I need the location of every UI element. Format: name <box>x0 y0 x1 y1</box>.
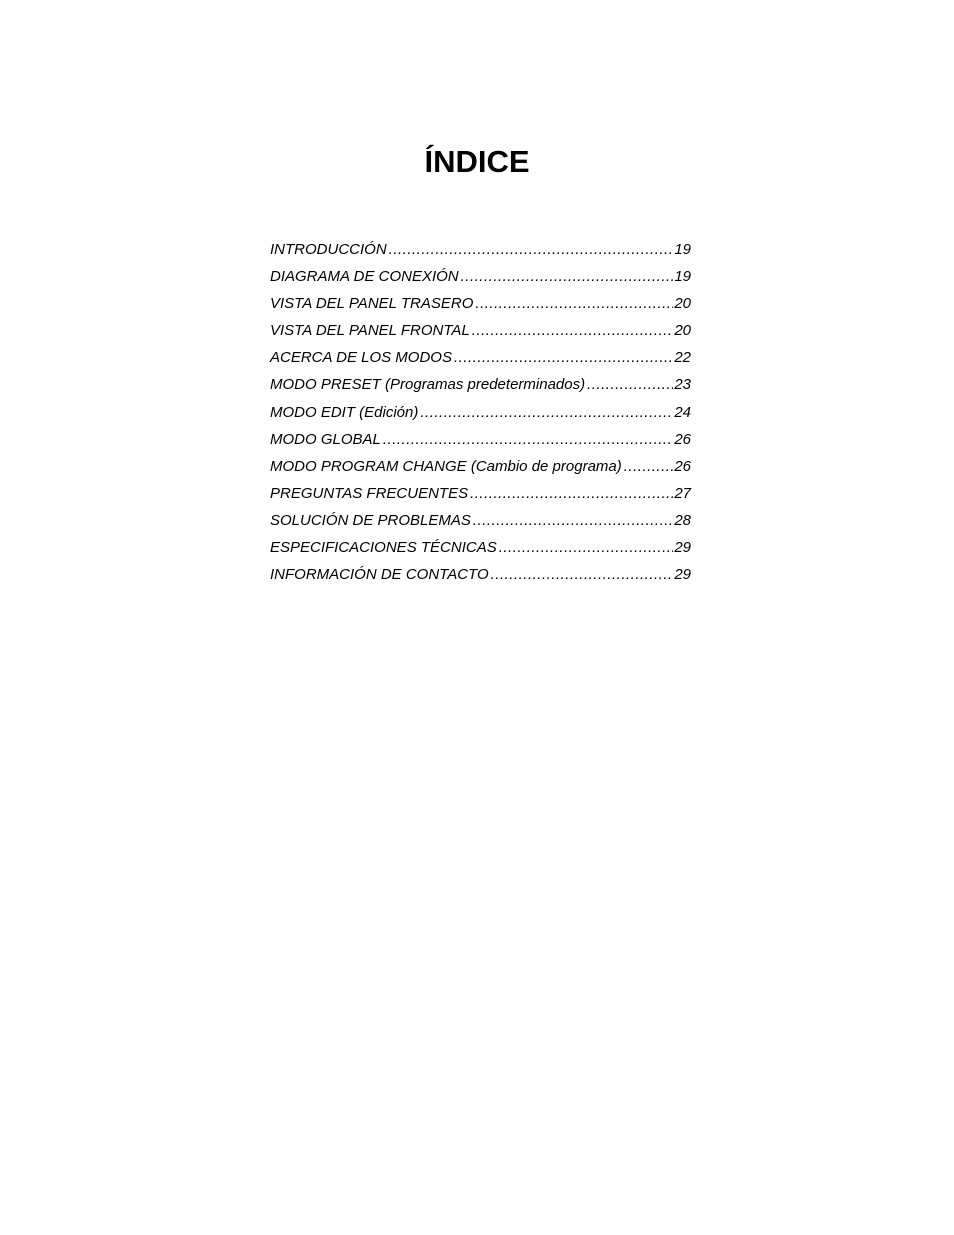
toc-leader-dots <box>420 404 673 421</box>
toc-entry-label: INFORMACIÓN DE CONTACTO <box>270 566 489 584</box>
toc-leader-dots <box>499 539 674 556</box>
toc-entry-label: INTRODUCCIÓN <box>270 241 387 258</box>
toc-entry-label: MODO PROGRAM CHANGE (Cambio de programa) <box>270 457 622 475</box>
toc-entry-page: 26 <box>674 457 691 475</box>
toc-entry-especificaciones-tecnicas[interactable] <box>270 539 691 566</box>
toc-entry-page: 22 <box>674 349 691 367</box>
toc-entry-label: PREGUNTAS FRECUENTES <box>270 484 469 502</box>
toc-entry-modo-edit[interactable] <box>270 404 691 431</box>
toc-leader-dots <box>454 349 673 366</box>
toc-entry-page: 27 <box>674 484 691 502</box>
toc-entry-label: VISTA DEL PANEL FRONTAL <box>270 322 470 340</box>
toc-entry-modo-preset[interactable] <box>270 376 691 403</box>
toc-entry-label: MODO EDIT (Edición) <box>270 403 419 421</box>
toc-entry-page: 20 <box>674 322 691 340</box>
toc-entry-panel-frontal[interactable] <box>270 322 691 349</box>
toc-entry-page: 29 <box>674 566 691 584</box>
toc-entry-page: 19 <box>674 268 691 286</box>
toc-leader-dots <box>587 376 673 393</box>
toc-entry-preguntas-frecuentes[interactable] <box>270 485 691 512</box>
toc-entry-solucion-de-problemas[interactable] <box>270 512 691 539</box>
toc-leader-dots <box>472 322 674 339</box>
toc-entry-page: 23 <box>674 376 691 394</box>
toc-entry-label: MODO GLOBAL <box>270 430 381 448</box>
toc-entry-introduccion[interactable] <box>270 241 691 268</box>
toc-entry-informacion-de-contacto[interactable] <box>270 566 691 593</box>
toc-leader-dots <box>475 295 673 312</box>
toc-leader-dots <box>461 268 674 285</box>
toc-leader-dots <box>389 241 674 258</box>
toc-entry-page: 20 <box>674 295 691 313</box>
toc-entry-label: MODO PRESET (Programas predeterminados) <box>270 376 586 394</box>
toc-entry-label: VISTA DEL PANEL TRASERO <box>270 295 474 313</box>
toc-leader-dots <box>624 458 674 475</box>
page-title: ÍNDICE <box>424 144 530 179</box>
toc-entry-modo-program-change[interactable] <box>270 458 691 485</box>
toc-entry-acerca-de-los-modos[interactable] <box>270 349 691 376</box>
toc-leader-dots <box>491 566 674 583</box>
toc-leader-dots <box>470 485 673 502</box>
toc-entry-page: 24 <box>674 403 691 421</box>
toc-entry-modo-global[interactable] <box>270 431 691 458</box>
toc-entry-diagrama-de-conexion[interactable] <box>270 268 691 295</box>
toc-entry-label: ACERCA DE LOS MODOS <box>270 349 452 367</box>
toc-entry-page: 19 <box>674 241 691 258</box>
toc-leader-dots <box>473 512 673 529</box>
toc-entry-label: SOLUCIÓN DE PROBLEMAS <box>270 511 471 529</box>
toc-entry-label: ESPECIFICACIONES TÉCNICAS <box>270 539 497 557</box>
toc-leader-dots <box>383 431 673 448</box>
toc-entry-page: 28 <box>674 511 691 529</box>
toc-entry-label: DIAGRAMA DE CONEXIÓN <box>270 268 459 286</box>
toc-entry-page: 29 <box>674 539 691 557</box>
toc-entry-panel-trasero[interactable] <box>270 295 691 322</box>
table-of-contents <box>270 241 691 593</box>
toc-entry-page: 26 <box>674 430 691 448</box>
